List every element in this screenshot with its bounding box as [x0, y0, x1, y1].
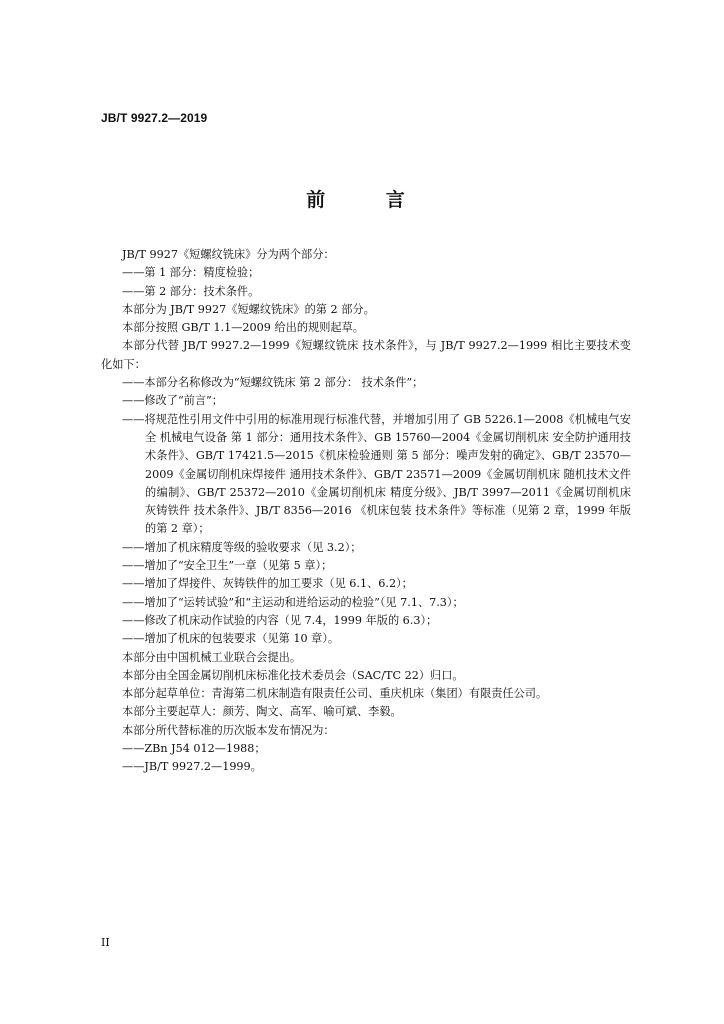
paragraph-replaces: 本部分代替 JB/T 9927.2—1999《短螺纹铣床 技术条件》，与 JB/T 9927.2—1999 相比主要技术变化如下： — [101, 339, 631, 371]
paragraph-drafters: 本部分主要起草人：颜芳、陶文、高军、喻可斌、李毅。 — [122, 705, 402, 719]
change-item-name: ——本部分名称修改为“短螺纹铣床 第 2 部分： 技术条件”； — [122, 376, 424, 390]
change-item-safety: ——增加了“安全卫生”一章（见第 5 章）； — [122, 559, 333, 573]
paragraph-drafting-rules: 本部分按照 GB/T 1.1—2009 给出的规则起草。 — [122, 321, 364, 335]
foreword-body — [101, 246, 631, 777]
list-item-part-2: ——第 2 部分：技术条件。 — [122, 284, 260, 298]
change-item-machining: ——增加了焊接件、灰铸铁件的加工要求（见 6.1、6.2）； — [122, 577, 413, 591]
paragraph-proposer: 本部分由中国机械工业联合会提出。 — [122, 650, 302, 664]
change-item-action-test: ——修改了机床动作试验的内容（见 7.4，1999 年版的 6.3）； — [122, 613, 438, 627]
change-item-references: ——将规范性引用文件中引用的标准用现行标准代替，并增加引用了 GB 5226.1—2008《机械电气安全 机械电气设备 第 1 部分：通用技术条件》、GB 15760—2004《金属切削机床 安全防护通用技术条件》、GB/T 17421.5—2015《机床检验通则 第 5 部分：噪声发射的确定》、GB/T 23570—2009《金属切削机床焊接件 通用技术条件》、GB/T 23571—2009《金属切削机床 随机技术文件的编制》、GB/T 25372—2010《金属切削机床 精度分级》、JB/T 3997—2011《金属切削机床灰铸铁件 技术条件》、JB/T 8356—2016 《机床包装 技术条件》等标准（见第 2 章，1999 年版的第 2 章）； — [122, 412, 631, 536]
change-item-tests: ——增加了“运转试验”和“主运动和进给运动的检验”（见 7.1、7.3）； — [122, 595, 464, 609]
history-item-1999: ——JB/T 9927.2—1999。 — [122, 760, 262, 774]
paragraph-this-part: 本部分为 JB/T 9927《短螺纹铣床》的第 2 部分。 — [122, 302, 375, 316]
change-item-foreword: ——修改了“前言”； — [122, 394, 223, 408]
paragraph-parts-intro: JB/T 9927《短螺纹铣床》分为两个部分： — [122, 248, 335, 261]
page-number: II — [101, 936, 110, 949]
list-item-part-1: ——第 1 部分：精度检验； — [122, 266, 260, 280]
change-item-accuracy: ——增加了机床精度等级的验收要求（见 3.2）； — [122, 540, 362, 554]
paragraph-history-intro: 本部分所代替标准的历次版本发布情况为： — [122, 723, 335, 737]
paragraph-committee: 本部分由全国金属切削机床标准化技术委员会（SAC/TC 22）归口。 — [122, 668, 464, 682]
page-title: 前 言 — [306, 189, 432, 211]
paragraph-drafting-units: 本部分起草单位：青海第二机床制造有限责任公司、重庆机床（集团）有限责任公司。 — [122, 687, 548, 701]
standard-code-header: JB/T 9927.2—2019 — [101, 111, 208, 125]
change-item-packaging: ——增加了机床的包装要求（见第 10 章）。 — [122, 632, 340, 646]
history-item-1988: ——ZBn J54 012—1988； — [122, 742, 266, 756]
